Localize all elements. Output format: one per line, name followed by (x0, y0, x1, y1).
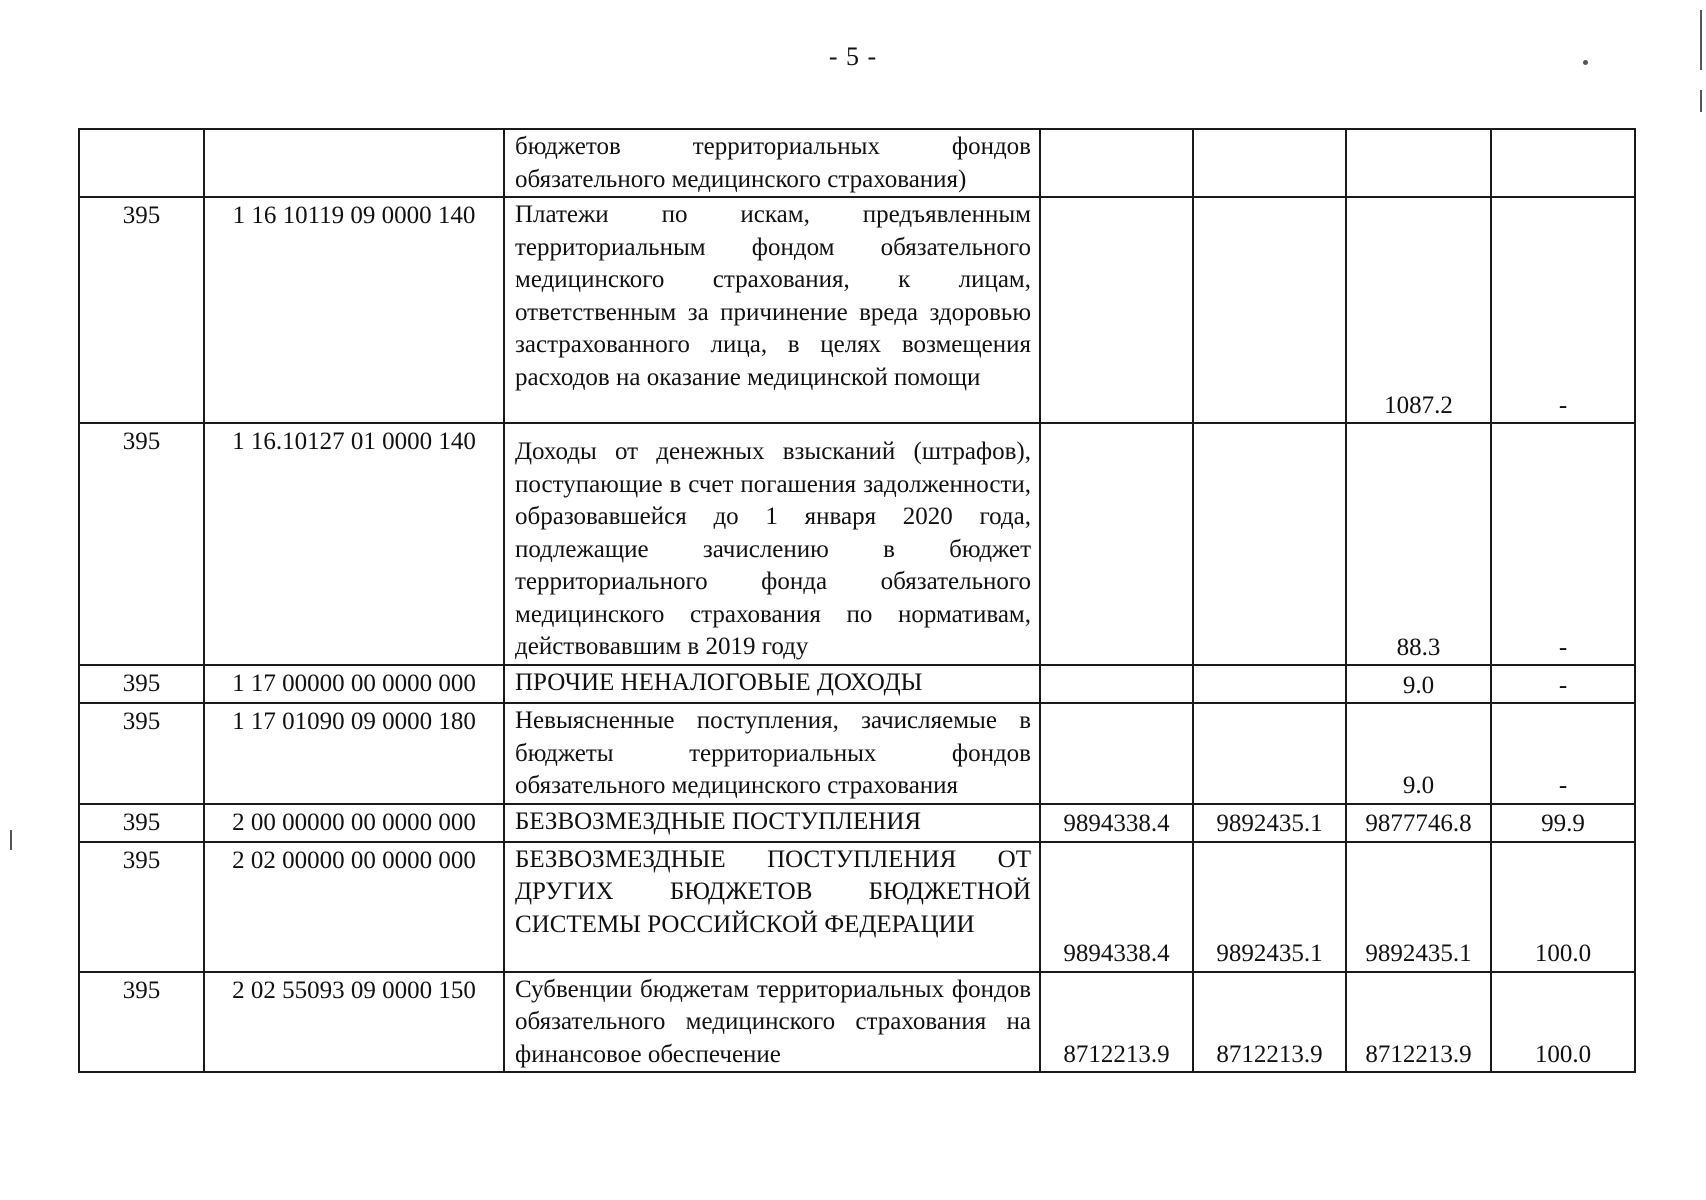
budget-classification-code-cell: 1 17 01090 09 0000 180 (204, 703, 504, 804)
admin-code-cell (79, 129, 204, 197)
revenue-name-cell: ПРОЧИЕ НЕНАЛОГОВЫЕ ДОХОДЫ (504, 665, 1040, 703)
percent-cell: - (1491, 703, 1635, 804)
table-row (79, 423, 1635, 665)
value-cell-2 (1193, 129, 1346, 197)
admin-code-cell: 395 (79, 804, 204, 842)
percent-cell: - (1491, 665, 1635, 703)
value-cell-1 (1040, 665, 1193, 703)
admin-code-cell: 395 (79, 423, 204, 665)
value-cell-2: 9892435.1 (1193, 804, 1346, 842)
value-cell-2 (1193, 665, 1346, 703)
value-cell-3: 9892435.1 (1346, 842, 1491, 972)
table-row (79, 197, 1635, 423)
percent-cell: 100.0 (1491, 972, 1635, 1073)
budget-classification-code-cell: 2 00 00000 00 0000 000 (204, 804, 504, 842)
admin-code-cell: 395 (79, 842, 204, 972)
table-row (79, 972, 1635, 1073)
revenue-name-cell: Платежи по искам, предъявленным территориальным фондом обязательного медицинского страхования, к лицам, ответственным за причинение вреда здоровью застрахованного лица, в целях возмещения расходов на оказание медицинской помощи (504, 197, 1040, 423)
scan-speck (1583, 60, 1588, 65)
budget-classification-code-cell (204, 129, 504, 197)
revenue-name-cell: БЕЗВОЗМЕЗДНЫЕ ПОСТУПЛЕНИЯ (504, 804, 1040, 842)
value-cell-2: 9892435.1 (1193, 842, 1346, 972)
percent-cell: - (1491, 197, 1635, 423)
value-cell-3: 9877746.8 (1346, 804, 1491, 842)
value-cell-1: 8712213.9 (1040, 972, 1193, 1073)
scan-edge-line (1700, 90, 1702, 112)
budget-classification-code-cell: 2 02 55093 09 0000 150 (204, 972, 504, 1073)
value-cell-1 (1040, 197, 1193, 423)
table-row (79, 665, 1635, 703)
percent-cell: 99.9 (1491, 804, 1635, 842)
revenue-name-cell: бюджетов территориальных фондов обязательного медицинского страхования) (504, 129, 1040, 197)
table-row (79, 129, 1635, 197)
value-cell-1 (1040, 129, 1193, 197)
value-cell-2: 8712213.9 (1193, 972, 1346, 1073)
budget-classification-code-cell: 1 16.10127 01 0000 140 (204, 423, 504, 665)
revenue-name-cell: БЕЗВОЗМЕЗДНЫЕ ПОСТУПЛЕНИЯ ОТ ДРУГИХ БЮДЖЕТОВ БЮДЖЕТНОЙ СИСТЕМЫ РОССИЙСКОЙ ФЕДЕРАЦИИ (504, 842, 1040, 972)
percent-cell: - (1491, 423, 1635, 665)
percent-cell: 100.0 (1491, 842, 1635, 972)
value-cell-1: 9894338.4 (1040, 842, 1193, 972)
admin-code-cell: 395 (79, 972, 204, 1073)
budget-classification-code-cell: 2 02 00000 00 0000 000 (204, 842, 504, 972)
value-cell-3: 9.0 (1346, 665, 1491, 703)
scan-edge-line (10, 830, 12, 850)
value-cell-3 (1346, 129, 1491, 197)
value-cell-3: 1087.2 (1346, 197, 1491, 423)
admin-code-cell: 395 (79, 665, 204, 703)
value-cell-3: 88.3 (1346, 423, 1491, 665)
percent-cell (1491, 129, 1635, 197)
revenue-name-cell: Субвенции бюджетам территориальных фондов обязательного медицинского страхования на финансовое обеспечение (504, 972, 1040, 1073)
value-cell-1 (1040, 703, 1193, 804)
revenue-name-cell: Невыясненные поступления, зачисляемые в бюджеты территориальных фондов обязательного медицинского страхования (504, 703, 1040, 804)
value-cell-3: 9.0 (1346, 703, 1491, 804)
value-cell-3: 8712213.9 (1346, 972, 1491, 1073)
value-cell-2 (1193, 703, 1346, 804)
admin-code-cell: 395 (79, 197, 204, 423)
value-cell-2 (1193, 423, 1346, 665)
budget-classification-code-cell: 1 17 00000 00 0000 000 (204, 665, 504, 703)
table-row (79, 804, 1635, 842)
value-cell-2 (1193, 197, 1346, 423)
scan-edge-line (1700, 10, 1702, 70)
revenue-name-cell: Доходы от денежных взысканий (штрафов), поступающие в счет погашения задолженности, образовавшейся до 1 января 2020 года, подлежащие зачислению в бюджет территориального фонда обязательного медицинского страхования по нормативам, действовавшим в 2019 году (504, 423, 1040, 665)
table-row (79, 842, 1635, 972)
admin-code-cell: 395 (79, 703, 204, 804)
table-row (79, 703, 1635, 804)
budget-classification-code-cell: 1 16 10119 09 0000 140 (204, 197, 504, 423)
value-cell-1 (1040, 423, 1193, 665)
value-cell-1: 9894338.4 (1040, 804, 1193, 842)
page-number: - 5 - (828, 42, 878, 71)
budget-revenue-table (78, 128, 1636, 1073)
